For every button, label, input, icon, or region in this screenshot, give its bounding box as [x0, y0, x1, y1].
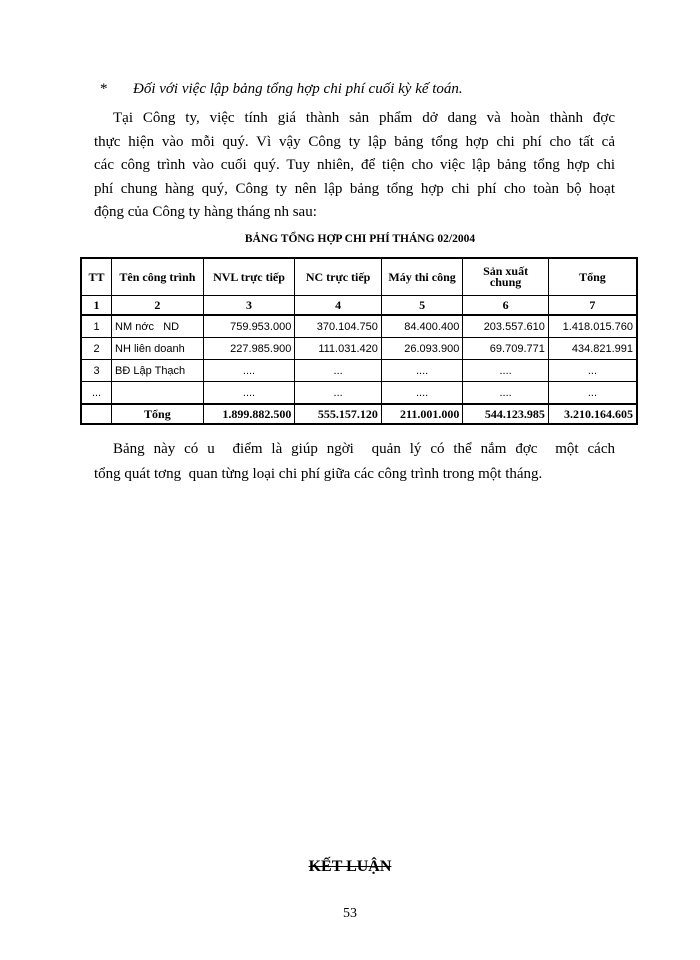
cell-may: ....: [381, 382, 462, 405]
total-sxc: 544.123.985: [463, 404, 549, 424]
total-nc: 555.157.120: [295, 404, 382, 424]
cell-sxc: ....: [463, 360, 549, 382]
cell-name: BĐ Lập Thạch: [112, 360, 204, 382]
cell-nc: ...: [295, 382, 382, 405]
column-number: 7: [548, 296, 637, 316]
header-project-name: Tên công trình: [112, 258, 204, 296]
cell-may: ....: [381, 360, 462, 382]
total-nvl: 1.899.882.500: [203, 404, 295, 424]
cell-nc: 111.031.420: [295, 338, 382, 360]
cell-sxc: 69.709.771: [463, 338, 549, 360]
cell-tong: 1.418.015.760: [548, 315, 637, 338]
paragraph-line: Tại Công ty, việc tính giá thành sản phẩm dở dang và hoàn thành đợc: [113, 110, 615, 126]
table-total-row: [81, 404, 637, 424]
cell-tt: ...: [81, 382, 112, 405]
header-total: Tổng: [548, 258, 637, 296]
cell-name: NH liên doanh: [112, 338, 204, 360]
header-materials: NVL trực tiếp: [203, 258, 295, 296]
header-tt: TT: [81, 258, 112, 296]
table-row: [81, 338, 637, 360]
cell-may: 26.093.900: [381, 338, 462, 360]
paragraph-line: động của Công ty hàng tháng nh sau:: [94, 204, 317, 220]
cost-summary-table: [80, 257, 638, 425]
table-row: [81, 382, 637, 405]
bullet-star: *: [100, 81, 108, 97]
column-number: 2: [112, 296, 204, 316]
total-label: Tổng: [112, 404, 204, 424]
column-number: 6: [463, 296, 549, 316]
header-machinery: Máy thi công: [381, 258, 462, 296]
cell-name: [112, 382, 204, 405]
paragraph-line: phí chung hàng quý, Công ty nên lập bảng tổng hợp chi phí cho toàn bộ hoạt: [94, 180, 615, 197]
column-number: 5: [381, 296, 462, 316]
cell-sxc: 203.557.610: [463, 315, 549, 338]
header-overhead: Sản xuất chung: [463, 258, 549, 296]
cell-tong: ...: [548, 382, 637, 405]
column-number: 3: [203, 296, 295, 316]
paragraph-line: Bảng này có u điểm là giúp ngời quản lý có thể nắm đợc một cách: [113, 441, 615, 457]
cell-tt: 3: [81, 360, 112, 382]
table-row: [81, 360, 637, 382]
cell-nvl: 759.953.000: [203, 315, 295, 338]
table-row: [81, 315, 637, 338]
conclusion-text: KẾT LUẬN: [308, 858, 392, 875]
cell-nvl: ....: [203, 360, 295, 382]
total-may: 211.001.000: [381, 404, 462, 424]
cell-nvl: 227.985.900: [203, 338, 295, 360]
cell-tt: 2: [81, 338, 112, 360]
cell-nvl: ....: [203, 382, 295, 405]
cell-nc: 370.104.750: [295, 315, 382, 338]
paragraph-line: tổng quát tơng quan từng loại chi phí giữa các công trình trong một tháng.: [94, 466, 543, 482]
table-title: BẢNG TỔNG HỢP CHI PHÍ THÁNG 02/2004: [244, 233, 476, 245]
column-number: 4: [295, 296, 382, 316]
paragraph-line: thực hiện vào mỗi quý. Vì vậy Công ty lập bảng tổng hợp chi phí cho tất cả: [94, 133, 615, 150]
cell-tong: 434.821.991: [548, 338, 637, 360]
cell-tt: 1: [81, 315, 112, 338]
total-tong: 3.210.164.605: [548, 404, 637, 424]
cell-nc: ...: [295, 360, 382, 382]
heading-text: Đối với việc lập bảng tổng hợp chi phí cuối kỳ kế toán.: [133, 81, 463, 97]
cell-may: 84.400.400: [381, 315, 462, 338]
cell-tong: ...: [548, 360, 637, 382]
paragraph-line: các công trình vào cuối quý. Tuy nhiên, để tiện cho việc lập bảng tổng hợp chi: [94, 157, 615, 173]
column-number: 1: [81, 296, 112, 316]
conclusion-heading: [0, 858, 700, 876]
page-number: 53: [343, 906, 357, 921]
header-labor: NC trực tiếp: [295, 258, 382, 296]
paragraph-advantage: [94, 437, 615, 487]
paragraph-intro: [94, 107, 615, 225]
cell-sxc: ....: [463, 382, 549, 405]
cell-name: NM nớc ND: [112, 315, 204, 338]
cell-empty: [81, 404, 112, 424]
